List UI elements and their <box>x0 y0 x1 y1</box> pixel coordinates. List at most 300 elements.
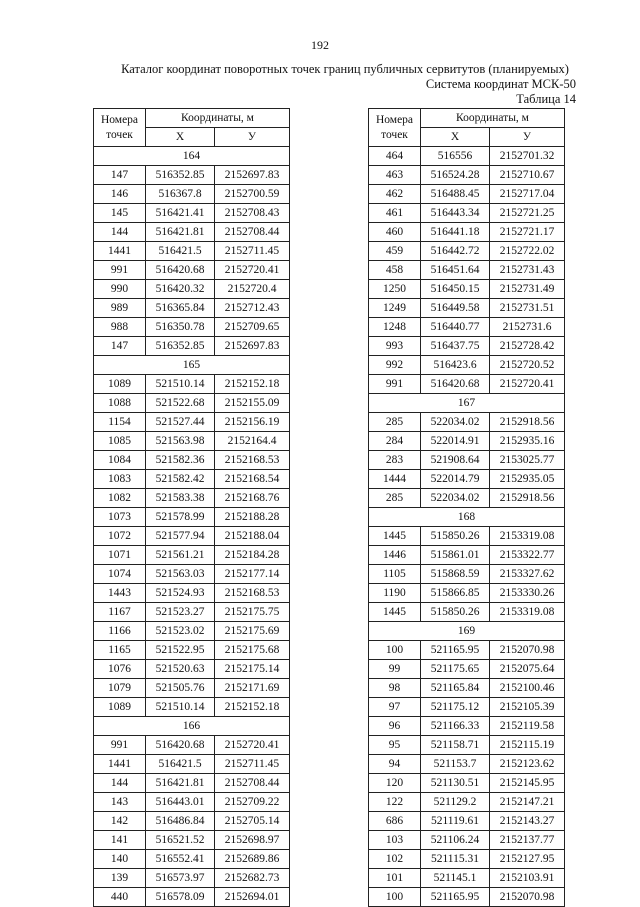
x-coordinate: 521175.65 <box>421 660 490 679</box>
right-table-body <box>369 147 565 907</box>
table-row <box>94 679 290 698</box>
group-number: 169 <box>369 622 565 641</box>
y-coordinate: 2152070.98 <box>490 888 565 907</box>
x-coordinate: 521524.93 <box>146 584 215 603</box>
y-coordinate: 2152152.18 <box>215 375 290 394</box>
table-row <box>94 223 290 242</box>
x-coordinate: 521145.1 <box>421 869 490 888</box>
y-coordinate: 2152711.45 <box>215 755 290 774</box>
y-coordinate: 2152070.98 <box>490 641 565 660</box>
x-coordinate: 516421.5 <box>146 755 215 774</box>
table-row <box>369 736 565 755</box>
x-coordinate: 521153.7 <box>421 755 490 774</box>
point-number: 458 <box>369 261 421 280</box>
table-row <box>369 831 565 850</box>
y-coordinate: 2152682.73 <box>215 869 290 888</box>
point-number: 1444 <box>369 470 421 489</box>
table-row <box>369 489 565 508</box>
header-x: X <box>146 128 215 147</box>
x-coordinate: 516556 <box>421 147 490 166</box>
x-coordinate: 516421.5 <box>146 242 215 261</box>
point-number: 103 <box>369 831 421 850</box>
y-coordinate: 2152147.21 <box>490 793 565 812</box>
table-row <box>94 318 290 337</box>
header-y: У <box>490 128 565 147</box>
point-number: 97 <box>369 698 421 717</box>
point-number: 1105 <box>369 565 421 584</box>
y-coordinate: 2152720.41 <box>490 375 565 394</box>
x-coordinate: 521510.14 <box>146 375 215 394</box>
y-coordinate: 2152100.46 <box>490 679 565 698</box>
point-number: 139 <box>94 869 146 888</box>
x-coordinate: 515866.85 <box>421 584 490 603</box>
x-coordinate: 521563.98 <box>146 432 215 451</box>
table-row <box>369 166 565 185</box>
x-coordinate: 521577.94 <box>146 527 215 546</box>
table-row <box>369 774 565 793</box>
x-coordinate: 522014.79 <box>421 470 490 489</box>
x-coordinate: 521165.95 <box>421 888 490 907</box>
y-coordinate: 2152700.59 <box>215 185 290 204</box>
point-number: 1089 <box>94 698 146 717</box>
table-row <box>94 508 290 527</box>
y-coordinate: 2152721.25 <box>490 204 565 223</box>
point-number: 1166 <box>94 622 146 641</box>
y-coordinate: 2152156.19 <box>215 413 290 432</box>
point-number: 686 <box>369 812 421 831</box>
group-row <box>94 356 290 375</box>
table-row <box>94 774 290 793</box>
y-coordinate: 2152708.43 <box>215 204 290 223</box>
x-coordinate: 516521.52 <box>146 831 215 850</box>
table-row <box>94 603 290 622</box>
table-row <box>369 204 565 223</box>
table-row <box>94 698 290 717</box>
point-number: 96 <box>369 717 421 736</box>
y-coordinate: 2152697.83 <box>215 337 290 356</box>
x-coordinate: 521563.03 <box>146 565 215 584</box>
catalog-title: Каталог координат поворотных точек границ публичных сервитутов (планируемых) <box>121 62 569 76</box>
table-row <box>94 793 290 812</box>
point-number: 1445 <box>369 603 421 622</box>
y-coordinate: 2152720.4 <box>215 280 290 299</box>
y-coordinate: 2152164.4 <box>215 432 290 451</box>
table-row <box>369 812 565 831</box>
header-x: X <box>421 128 490 147</box>
header-points-label: точек <box>381 128 408 141</box>
point-number: 1441 <box>94 242 146 261</box>
point-number: 285 <box>369 413 421 432</box>
point-number: 1084 <box>94 451 146 470</box>
y-coordinate: 2152105.39 <box>490 698 565 717</box>
table-row <box>94 204 290 223</box>
x-coordinate: 516352.85 <box>146 337 215 356</box>
x-coordinate: 516578.09 <box>146 888 215 907</box>
x-coordinate: 521130.51 <box>421 774 490 793</box>
x-coordinate: 516451.64 <box>421 261 490 280</box>
y-coordinate: 2153330.26 <box>490 584 565 603</box>
x-coordinate: 521115.31 <box>421 850 490 869</box>
x-coordinate: 521561.21 <box>146 546 215 565</box>
point-number: 95 <box>369 736 421 755</box>
y-coordinate: 2152168.54 <box>215 470 290 489</box>
y-coordinate: 2152720.41 <box>215 736 290 755</box>
y-coordinate: 2152722.02 <box>490 242 565 261</box>
point-number: 146 <box>94 185 146 204</box>
table-row <box>94 375 290 394</box>
group-row <box>369 622 565 641</box>
point-number: 1165 <box>94 641 146 660</box>
x-coordinate: 516573.97 <box>146 869 215 888</box>
x-coordinate: 516440.77 <box>421 318 490 337</box>
y-coordinate: 2152689.86 <box>215 850 290 869</box>
point-number: 1167 <box>94 603 146 622</box>
y-coordinate: 2152119.58 <box>490 717 565 736</box>
table-row <box>369 755 565 774</box>
point-number: 101 <box>369 869 421 888</box>
y-coordinate: 2152694.01 <box>215 888 290 907</box>
point-number: 1154 <box>94 413 146 432</box>
y-coordinate: 2152721.17 <box>490 223 565 242</box>
table-row <box>369 261 565 280</box>
table-row <box>369 565 565 584</box>
table-row <box>94 185 290 204</box>
point-number: 1076 <box>94 660 146 679</box>
table-row <box>369 850 565 869</box>
y-coordinate: 2152731.6 <box>490 318 565 337</box>
x-coordinate: 521578.99 <box>146 508 215 527</box>
table-row <box>94 812 290 831</box>
point-number: 1085 <box>94 432 146 451</box>
y-coordinate: 2152137.77 <box>490 831 565 850</box>
coordinates-table-left <box>93 108 290 907</box>
table-row <box>94 831 290 850</box>
table-row <box>369 356 565 375</box>
point-number: 993 <box>369 337 421 356</box>
point-number: 1249 <box>369 299 421 318</box>
x-coordinate: 515868.59 <box>421 565 490 584</box>
point-number: 990 <box>94 280 146 299</box>
point-number: 94 <box>369 755 421 774</box>
table-label: Таблица 14 <box>516 92 576 106</box>
y-coordinate: 2152717.04 <box>490 185 565 204</box>
y-coordinate: 2152918.56 <box>490 489 565 508</box>
table-row <box>94 641 290 660</box>
y-coordinate: 2152127.95 <box>490 850 565 869</box>
y-coordinate: 2152935.05 <box>490 470 565 489</box>
point-number: 1445 <box>369 527 421 546</box>
y-coordinate: 2152705.14 <box>215 812 290 831</box>
table-row <box>369 527 565 546</box>
y-coordinate: 2152709.65 <box>215 318 290 337</box>
point-number: 1443 <box>94 584 146 603</box>
group-number: 168 <box>369 508 565 527</box>
table-row <box>369 337 565 356</box>
x-coordinate: 516423.6 <box>421 356 490 375</box>
y-coordinate: 2152728.42 <box>490 337 565 356</box>
point-number: 102 <box>369 850 421 869</box>
point-number: 147 <box>94 337 146 356</box>
x-coordinate: 516367.8 <box>146 185 215 204</box>
y-coordinate: 2152731.51 <box>490 299 565 318</box>
table-row <box>369 641 565 660</box>
x-coordinate: 516442.72 <box>421 242 490 261</box>
table-row <box>369 375 565 394</box>
table-row <box>369 888 565 907</box>
y-coordinate: 2152731.49 <box>490 280 565 299</box>
y-coordinate: 2152103.91 <box>490 869 565 888</box>
table-row <box>369 869 565 888</box>
table-row <box>94 470 290 489</box>
point-number: 1441 <box>94 755 146 774</box>
y-coordinate: 2152171.69 <box>215 679 290 698</box>
table-row <box>94 280 290 299</box>
x-coordinate: 522014.91 <box>421 432 490 451</box>
table-row <box>94 261 290 280</box>
y-coordinate: 2152175.14 <box>215 660 290 679</box>
table-row <box>369 185 565 204</box>
x-coordinate: 516352.85 <box>146 166 215 185</box>
x-coordinate: 516486.84 <box>146 812 215 831</box>
point-number: 991 <box>94 736 146 755</box>
table-row <box>369 793 565 812</box>
table-row <box>369 299 565 318</box>
x-coordinate: 516450.15 <box>421 280 490 299</box>
point-number: 988 <box>94 318 146 337</box>
y-coordinate: 2153025.77 <box>490 451 565 470</box>
point-number: 144 <box>94 774 146 793</box>
x-coordinate: 515861.01 <box>421 546 490 565</box>
point-number: 1071 <box>94 546 146 565</box>
x-coordinate: 521165.95 <box>421 641 490 660</box>
coordinate-system: Система координат МСК-50 <box>425 77 576 91</box>
table-row <box>369 318 565 337</box>
x-coordinate: 521106.24 <box>421 831 490 850</box>
table-row <box>369 242 565 261</box>
x-coordinate: 516524.28 <box>421 166 490 185</box>
x-coordinate: 516350.78 <box>146 318 215 337</box>
x-coordinate: 521522.68 <box>146 394 215 413</box>
table-row <box>94 850 290 869</box>
point-number: 145 <box>94 204 146 223</box>
point-number: 1088 <box>94 394 146 413</box>
header-point-numbers <box>94 109 146 147</box>
x-coordinate: 516437.75 <box>421 337 490 356</box>
x-coordinate: 516443.34 <box>421 204 490 223</box>
point-number: 1089 <box>94 375 146 394</box>
table-row <box>94 584 290 603</box>
table-row <box>369 717 565 736</box>
x-coordinate: 516552.41 <box>146 850 215 869</box>
table-row <box>94 755 290 774</box>
table-row <box>94 242 290 261</box>
x-coordinate: 516488.45 <box>421 185 490 204</box>
left-table-body <box>94 147 290 907</box>
y-coordinate: 2152175.75 <box>215 603 290 622</box>
y-coordinate: 2152177.14 <box>215 565 290 584</box>
point-number: 989 <box>94 299 146 318</box>
y-coordinate: 2152145.95 <box>490 774 565 793</box>
y-coordinate: 2152115.19 <box>490 736 565 755</box>
y-coordinate: 2152152.18 <box>215 698 290 717</box>
y-coordinate: 2152175.68 <box>215 641 290 660</box>
x-coordinate: 521510.14 <box>146 698 215 717</box>
x-coordinate: 516443.01 <box>146 793 215 812</box>
group-row <box>94 147 290 166</box>
point-number: 991 <box>94 261 146 280</box>
table-row <box>94 413 290 432</box>
point-number: 285 <box>369 489 421 508</box>
point-number: 147 <box>94 166 146 185</box>
x-coordinate: 521583.38 <box>146 489 215 508</box>
x-coordinate: 521175.12 <box>421 698 490 717</box>
table-row <box>369 698 565 717</box>
table-row <box>369 223 565 242</box>
table-row <box>94 166 290 185</box>
point-number: 463 <box>369 166 421 185</box>
page-number: 192 <box>311 38 329 52</box>
table-row <box>94 622 290 641</box>
x-coordinate: 516449.58 <box>421 299 490 318</box>
x-coordinate: 522034.02 <box>421 489 490 508</box>
x-coordinate: 521523.02 <box>146 622 215 641</box>
point-number: 122 <box>369 793 421 812</box>
table-row <box>94 527 290 546</box>
table-row <box>94 489 290 508</box>
table-row <box>94 299 290 318</box>
table-row <box>94 660 290 679</box>
point-number: 1250 <box>369 280 421 299</box>
x-coordinate: 521527.44 <box>146 413 215 432</box>
y-coordinate: 2152168.53 <box>215 584 290 603</box>
table-row <box>369 451 565 470</box>
table-row <box>94 565 290 584</box>
point-number: 142 <box>94 812 146 831</box>
x-coordinate: 516421.41 <box>146 204 215 223</box>
x-coordinate: 516365.84 <box>146 299 215 318</box>
point-number: 100 <box>369 641 421 660</box>
y-coordinate: 2153322.77 <box>490 546 565 565</box>
group-number: 164 <box>94 147 290 166</box>
y-coordinate: 2153327.62 <box>490 565 565 584</box>
y-coordinate: 2152720.52 <box>490 356 565 375</box>
header-coordinates: Координаты, м <box>146 109 290 128</box>
y-coordinate: 2152712.43 <box>215 299 290 318</box>
y-coordinate: 2152123.62 <box>490 755 565 774</box>
point-number: 1083 <box>94 470 146 489</box>
table-row <box>369 546 565 565</box>
y-coordinate: 2152711.45 <box>215 242 290 261</box>
header-y: У <box>215 128 290 147</box>
group-number: 165 <box>94 356 290 375</box>
x-coordinate: 516421.81 <box>146 774 215 793</box>
point-number: 141 <box>94 831 146 850</box>
point-number: 1190 <box>369 584 421 603</box>
y-coordinate: 2152168.53 <box>215 451 290 470</box>
point-number: 120 <box>369 774 421 793</box>
point-number: 283 <box>369 451 421 470</box>
header-point-numbers <box>369 109 421 147</box>
x-coordinate: 521166.33 <box>421 717 490 736</box>
header-coordinates: Координаты, м <box>421 109 565 128</box>
table-row <box>369 470 565 489</box>
table-row <box>94 888 290 907</box>
y-coordinate: 2152709.22 <box>215 793 290 812</box>
point-number: 440 <box>94 888 146 907</box>
y-coordinate: 2152075.64 <box>490 660 565 679</box>
table-row <box>369 679 565 698</box>
x-coordinate: 521520.63 <box>146 660 215 679</box>
x-coordinate: 521522.95 <box>146 641 215 660</box>
y-coordinate: 2152708.44 <box>215 223 290 242</box>
y-coordinate: 2152701.32 <box>490 147 565 166</box>
y-coordinate: 2152710.67 <box>490 166 565 185</box>
table-row <box>369 147 565 166</box>
y-coordinate: 2152143.27 <box>490 812 565 831</box>
x-coordinate: 521582.36 <box>146 451 215 470</box>
x-coordinate: 516420.68 <box>146 736 215 755</box>
y-coordinate: 2152918.56 <box>490 413 565 432</box>
group-number: 167 <box>369 394 565 413</box>
point-number: 143 <box>94 793 146 812</box>
y-coordinate: 2153319.08 <box>490 527 565 546</box>
y-coordinate: 2152188.28 <box>215 508 290 527</box>
y-coordinate: 2152708.44 <box>215 774 290 793</box>
y-coordinate: 2152697.83 <box>215 166 290 185</box>
x-coordinate: 522034.02 <box>421 413 490 432</box>
point-number: 1072 <box>94 527 146 546</box>
table-row <box>369 660 565 679</box>
point-number: 992 <box>369 356 421 375</box>
table-row <box>369 280 565 299</box>
point-number: 1446 <box>369 546 421 565</box>
table-row <box>94 869 290 888</box>
point-number: 460 <box>369 223 421 242</box>
point-number: 100 <box>369 888 421 907</box>
table-row <box>94 451 290 470</box>
header-num-label: Номера <box>100 113 139 126</box>
x-coordinate: 521129.2 <box>421 793 490 812</box>
x-coordinate: 516421.81 <box>146 223 215 242</box>
point-number: 284 <box>369 432 421 451</box>
table-row <box>369 603 565 622</box>
x-coordinate: 515850.26 <box>421 603 490 622</box>
y-coordinate: 2152731.43 <box>490 261 565 280</box>
y-coordinate: 2152175.69 <box>215 622 290 641</box>
x-coordinate: 515850.26 <box>421 527 490 546</box>
table-row <box>94 337 290 356</box>
y-coordinate: 2152720.41 <box>215 261 290 280</box>
header-num-label: Номера <box>375 113 414 126</box>
x-coordinate: 521582.42 <box>146 470 215 489</box>
table-row <box>94 546 290 565</box>
group-row <box>369 508 565 527</box>
point-number: 1074 <box>94 565 146 584</box>
point-number: 140 <box>94 850 146 869</box>
point-number: 144 <box>94 223 146 242</box>
point-number: 1079 <box>94 679 146 698</box>
x-coordinate: 516420.32 <box>146 280 215 299</box>
table-row <box>94 394 290 413</box>
group-number: 166 <box>94 717 290 736</box>
y-coordinate: 2152184.28 <box>215 546 290 565</box>
coordinates-table-right <box>368 108 565 907</box>
y-coordinate: 2152188.04 <box>215 527 290 546</box>
y-coordinate: 2152155.09 <box>215 394 290 413</box>
x-coordinate: 521505.76 <box>146 679 215 698</box>
point-number: 459 <box>369 242 421 261</box>
point-number: 1248 <box>369 318 421 337</box>
